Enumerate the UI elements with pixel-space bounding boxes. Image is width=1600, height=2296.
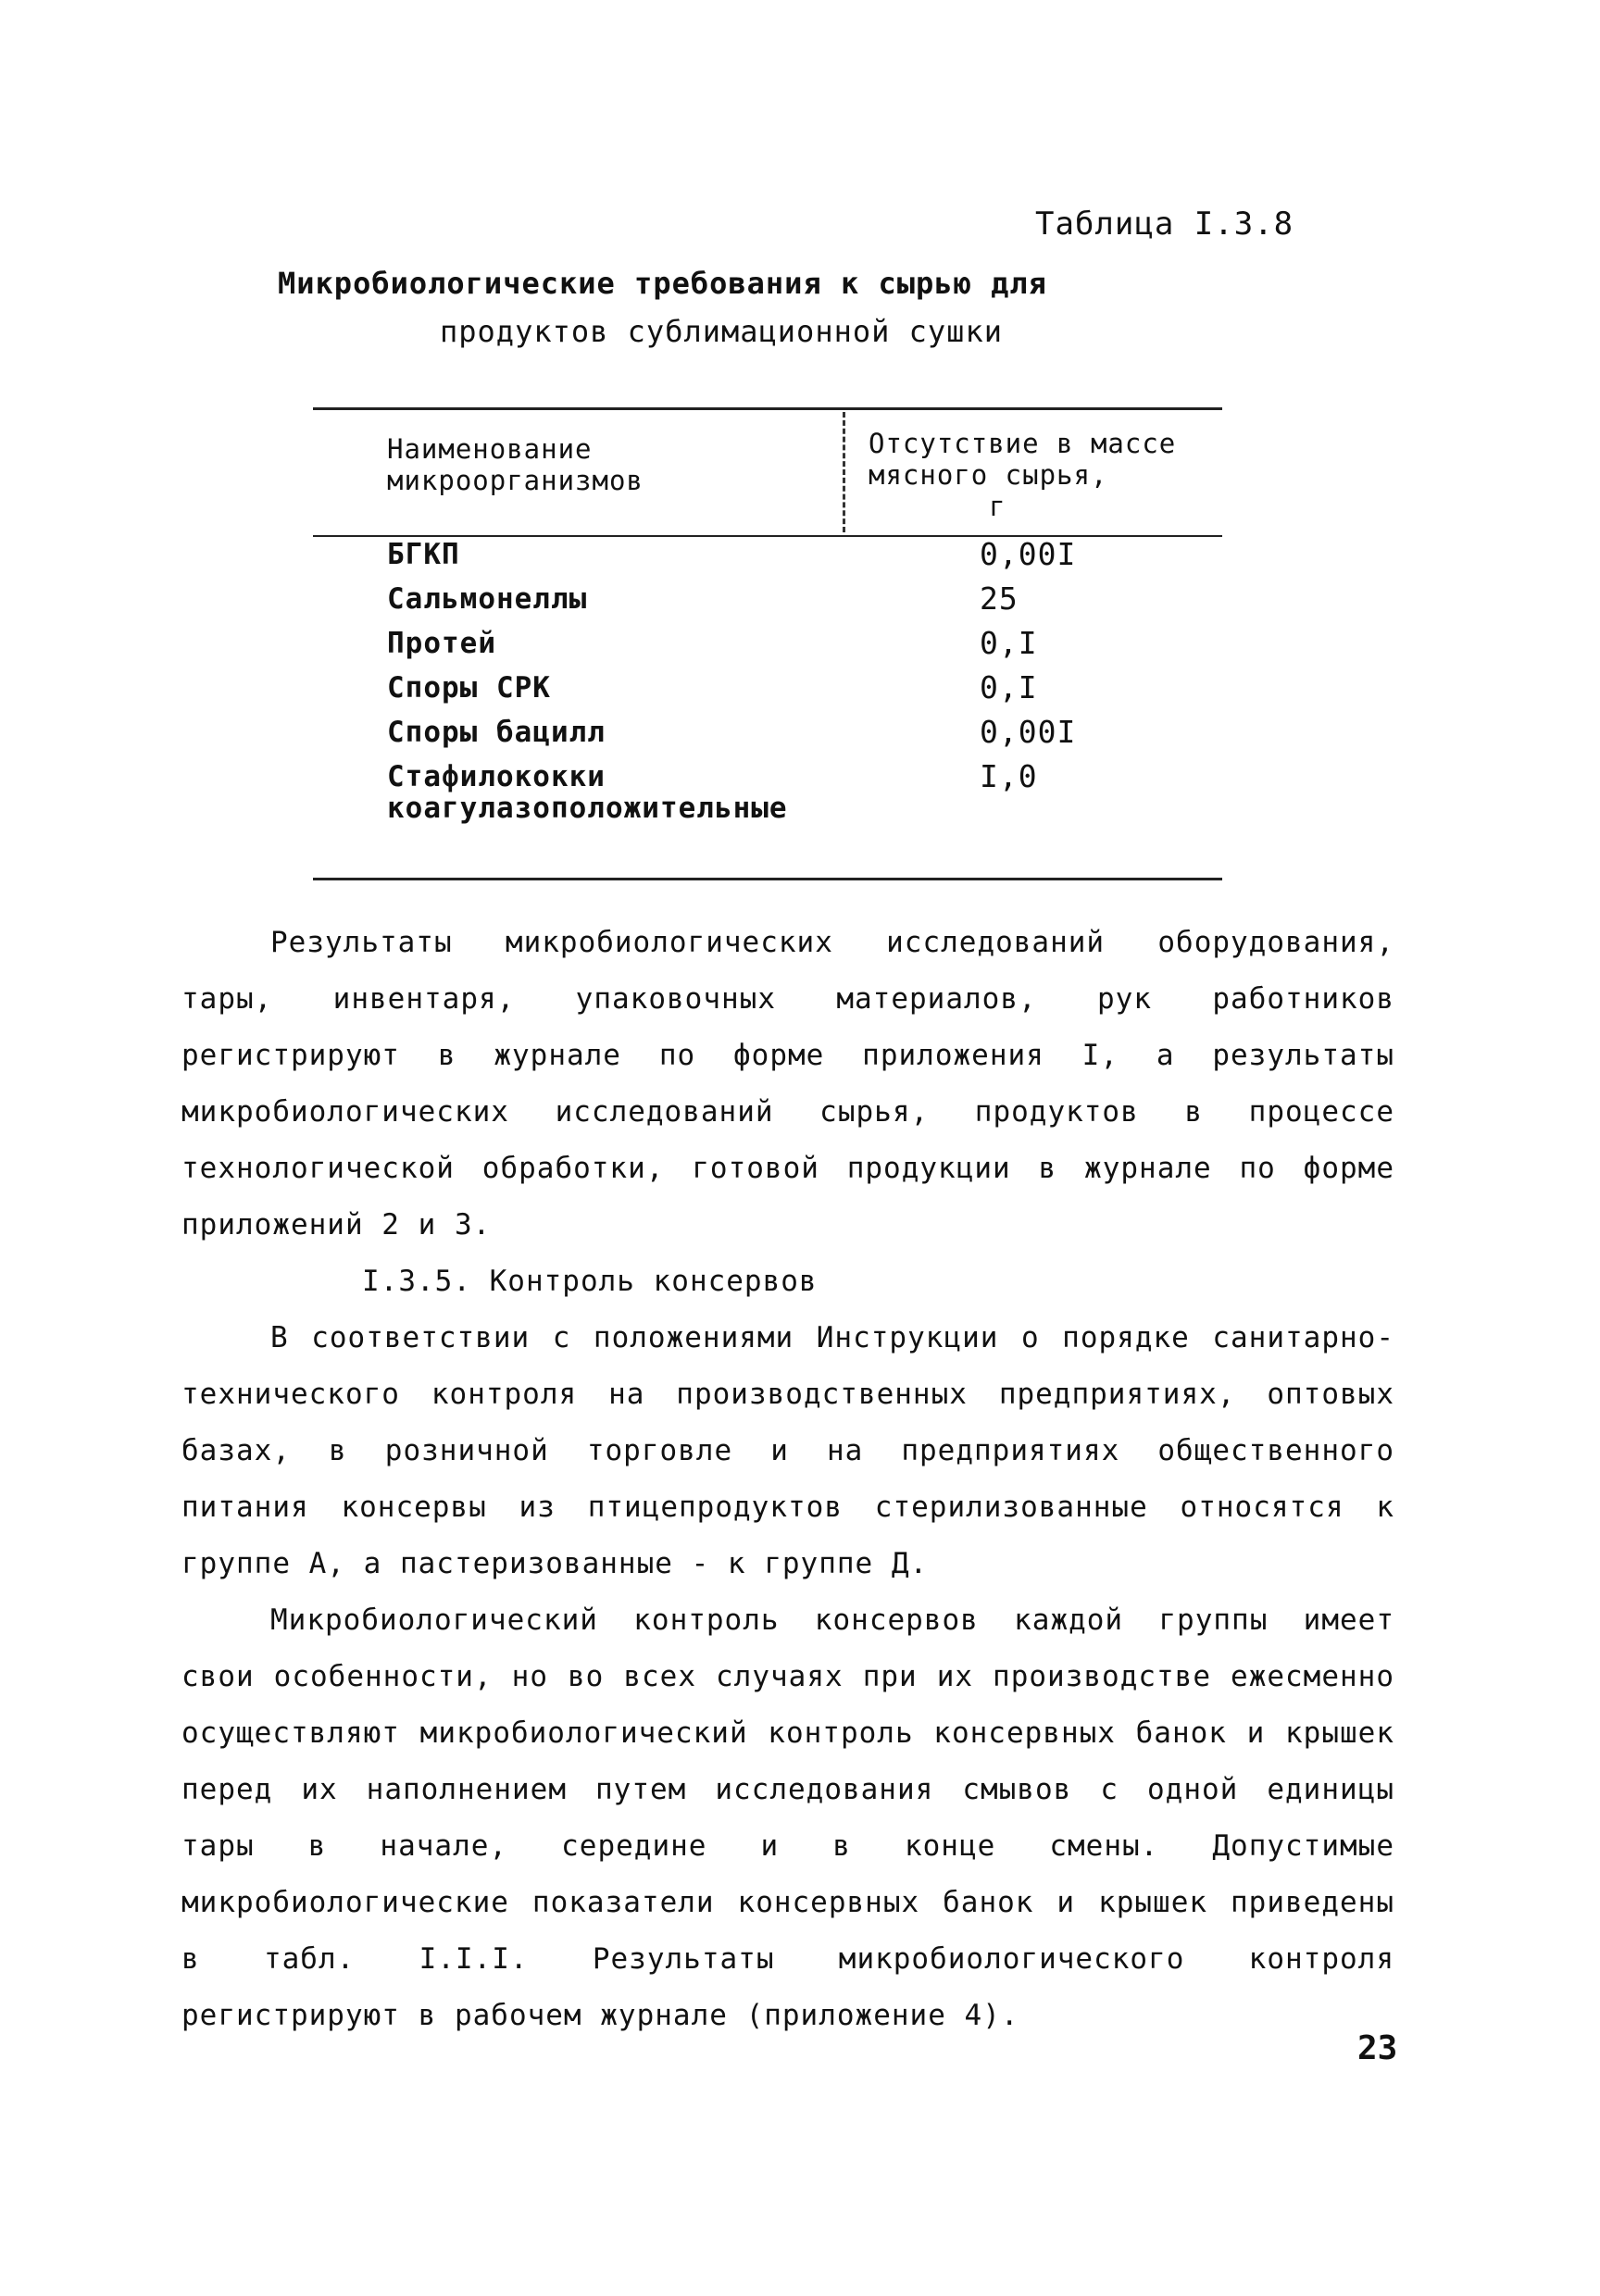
table-title-line-1: Микробиологические требования к сырью для <box>278 266 1047 301</box>
table-bottom-rule <box>313 878 1222 880</box>
table-title-line-2: продуктов сублимационной сушки <box>440 314 1003 349</box>
table-top-rule <box>313 407 1222 410</box>
paragraph-control: Микробиологический контроль консервов каждой группы имеет свои особенности, но во всех случаях при их производстве ежесменно осуществляют микробиологический контроль консервных банок и крышек перед их наполнением путем исследования смывов с одной единицы тары в начале, середине и в конце смены. Допустимые микробиологические показатели консервных банок и крышек приведены в табл. I.I.I. Результаты микробиологического контроля регистрируют в рабочем журнале (приложение 4). <box>181 1603 1394 2032</box>
paragraph-instruction: В соответствии с положениями Инструкции о порядке санитарно-технического контроля на производственных предприятиях, оптовых базах, в розничной торговле и на предприятиях общественного питания консервы из птицепродуктов стерилизованные относятся к группе А, а пастеризованные - к группе Д. <box>181 1321 1394 1580</box>
table-header-absence-label: Отсутствие в массе мясного сырья, <box>869 428 1177 491</box>
section-heading: I.3.5. Контроль консервов <box>362 1265 818 1298</box>
absence-mass-value: 0,00I <box>980 536 1077 572</box>
absence-mass-value: 25 <box>980 580 1019 617</box>
page-number: 23 <box>1357 2029 1398 2067</box>
table-column-separator <box>843 412 845 532</box>
table-caption: Таблица I.3.8 <box>1035 206 1294 243</box>
table-row <box>387 536 1220 583</box>
microorganism-name: Протей <box>387 627 496 660</box>
microorganism-name: Споры СРК <box>387 671 551 705</box>
paragraph-results: Результаты микробиологических исследований оборудования, тары, инвентаря, упаковочных материалов, рук работников регистрируют в журнале по форме приложения I, а результаты микробиологических исследований сырья, продуктов в процессе технологической обработки, готовой продукции в журнале по форме приложений 2 и 3. <box>181 926 1394 1242</box>
table-header-absence <box>869 428 1220 522</box>
body-text <box>181 915 1394 2044</box>
table-row <box>387 625 1220 672</box>
table-row <box>387 714 1220 761</box>
absence-mass-value: I,0 <box>980 758 1038 794</box>
microorganism-name: Сальмонеллы <box>387 582 588 616</box>
table-row <box>387 758 1220 825</box>
microorganism-name: Стафилококки коагулазоположительные <box>387 760 788 825</box>
table-row <box>387 580 1220 628</box>
absence-mass-value: 0,00I <box>980 714 1077 750</box>
absence-mass-value: 0,I <box>980 625 1038 661</box>
table-header-name: Наименование микроорганизмов <box>387 433 644 496</box>
table-header-unit: г <box>989 491 1006 522</box>
table-body <box>387 536 1220 825</box>
absence-mass-value: 0,I <box>980 669 1038 705</box>
microorganism-name: БГКП <box>387 538 460 571</box>
table-title <box>278 259 1296 356</box>
table-row <box>387 669 1220 717</box>
microorganism-name: Споры бацилл <box>387 716 606 749</box>
table-header-rule <box>313 535 1222 537</box>
